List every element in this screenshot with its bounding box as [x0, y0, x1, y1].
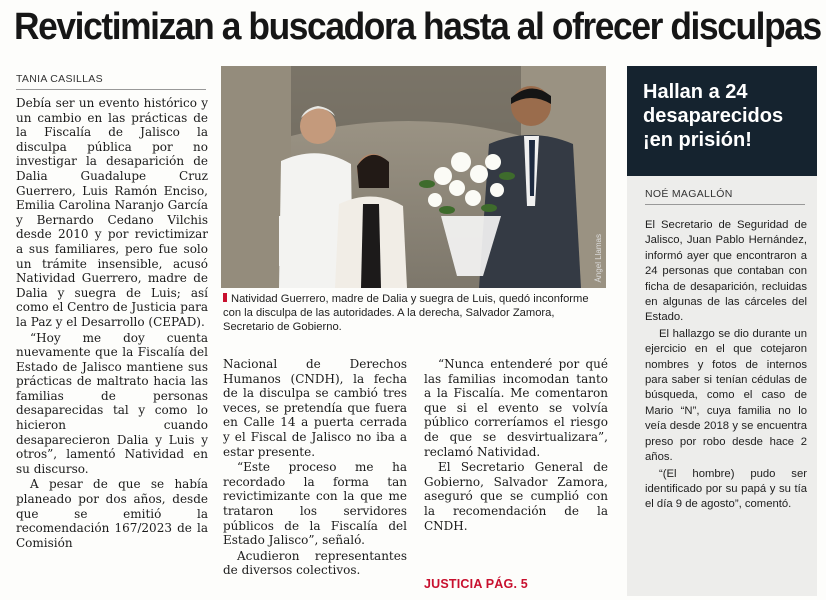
sidebar-headline-line: desaparecidos: [643, 105, 784, 127]
article-column-1: [16, 96, 208, 551]
sidebar-headline: [627, 66, 817, 176]
sidebar-headline-line: Hallan a 24: [643, 81, 748, 103]
caption-text: Natividad Guerrero, madre de Dalia y suegra de Luis, quedó inconforme con la disculpa de las autoridades. A la derecha, Salvador Zamora, Secretario de Gobierno.: [223, 293, 589, 333]
paragraph: “(El hombre) pudo ser identificado por su papá y su tía el día 9 de agosto”, comentó.: [645, 467, 807, 511]
sidebar-headline-line: ¡en prisión!: [643, 129, 752, 151]
byline: TANIA CASILLAS: [16, 73, 206, 90]
article-column-3: [424, 357, 608, 534]
paragraph: El Secretario de Seguridad de Jalisco, Juan Pablo Hernández, informó ayer que encontraron a 24 personas que contaban con ficha de desaparición, recluidas en algunas de las cárceles del Estado.: [645, 219, 807, 324]
sidebar-body: [645, 218, 807, 514]
paragraph: El hallazgo se dio durante un ejercicio en el que cotejaron nombres y fotos de internos para saber si tenían cédulas de búsqueda, como el caso de Mario “N”, cuya familia no lo veía desde 2018 y se encuentra preso por robo desde hace 2 años.: [645, 327, 807, 464]
paragraph: Acudieron representantes de diversos colectivos.: [223, 548, 407, 578]
article-column-2: [223, 357, 407, 579]
paragraph: El Secretario General de Gobierno, Salvador Zamora, aseguró que se cumplió con la recomendación de la CNDH.: [424, 460, 608, 533]
paragraph: Debía ser un evento histórico y un cambio en las prácticas de la Fiscalía de Jalisco la disculpa pública por no investigar la desaparición de Dalia Guadalupe Cruz Guerrero, Luis Ramón Enciso, Emilia Carolina Naranjo García y Bernardo Cedano Vilchis desde 2010 y por revictimizar a sus familiares, pero fue solo un trámite insensible, acusó Natividad Guerrero, madre de Dalia y suegra de Luis; así como el Centro de Justicia para la Paz y el Desarrollo (CEPAD).: [16, 96, 208, 329]
sidebar-story: [627, 66, 817, 596]
paragraph: “Hoy me doy cuenta nuevamente que la Fiscalía del Estado de Jalisco mantiene sus prácticas de maltrato hacia las familias de personas desaparecidas tal y como lo hicieron cuando desaparecieron Dalia y Luis y otros”, lamentó Natividad en su discurso.: [16, 330, 208, 476]
paragraph: A pesar de que se había planeado por dos años, desde que se emitió la recomendación 167/2023 de la Comisión: [16, 477, 208, 550]
jump-link[interactable]: JUSTICIA PÁG. 5: [424, 577, 528, 591]
paragraph: “Este proceso me ha recordado la forma tan revictimizante con la que me trataron los servidores públicos de la Fiscalía del Estado Jalisco”, señaló.: [223, 460, 407, 548]
paragraph: Nacional de Derechos Humanos (CNDH), la fecha de la disculpa se cambió tres veces, se pretendía que fuera en Calle 14 a puerta cerrada y el Fiscal de Jalisco no iba a estar presente.: [223, 357, 407, 459]
photo-credit: Ángel Llamas: [594, 233, 603, 282]
headline: Revictimizan a buscadora hasta al ofrecer disculpas: [14, 6, 821, 48]
sidebar-byline: NOÉ MAGALLÓN: [645, 188, 805, 205]
photo-caption: [223, 292, 608, 334]
news-photo: [221, 66, 606, 288]
caption-marker: [223, 293, 227, 302]
photo-illustration: [221, 66, 606, 288]
paragraph: “Nunca entenderé por qué las familias incomodan tanto a la Fiscalía. Me comentaron que si el evento se volvía público correríamos el riesgo de que se desvirtualizara”, reclamó Natividad.: [424, 357, 608, 459]
